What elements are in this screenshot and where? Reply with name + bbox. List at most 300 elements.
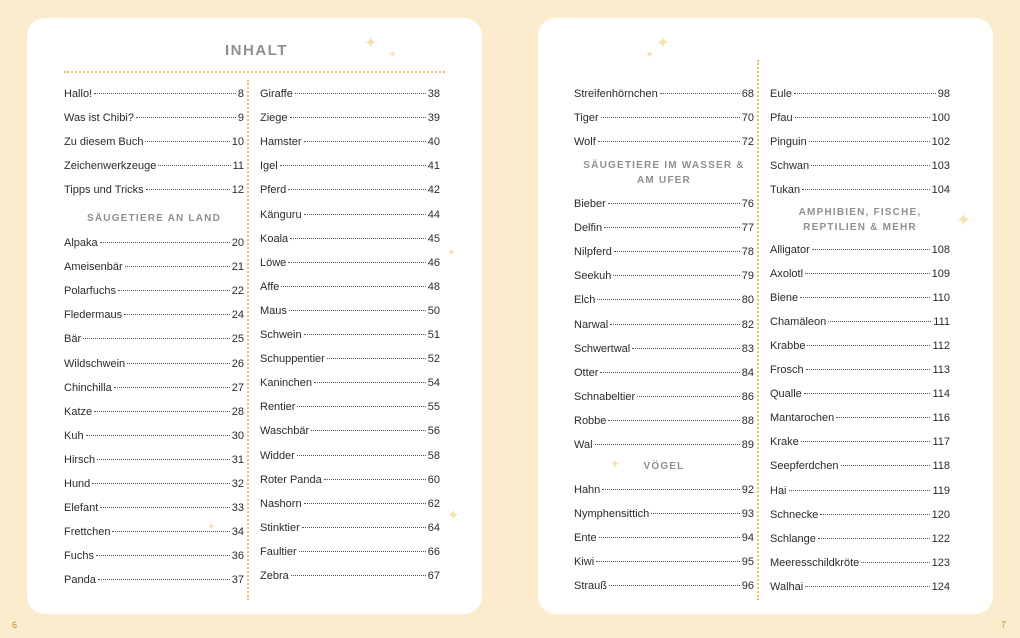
toc-entry-page: 110 [932,292,950,305]
dot-leader [83,338,230,339]
dot-leader [314,382,426,383]
dot-leader [100,242,230,243]
toc-entry-page: 10 [231,136,244,149]
toc-entry-title: Fuchs [64,550,94,563]
dot-leader [124,314,230,315]
toc-entry [260,401,440,414]
dot-leader [158,165,230,166]
toc-entry-page: 37 [231,574,244,587]
dot-leader [812,249,930,250]
toc-entry-title: Seekuh [574,270,612,283]
toc-entry [574,391,754,404]
toc-entry [64,112,244,125]
toc-entry-title: Robbe [574,414,607,427]
toc-entry-title: Kaninchen [260,377,312,390]
toc-entry [574,136,754,149]
toc-entry [64,454,244,467]
dot-leader [146,189,230,190]
toc-entry [260,450,440,463]
toc-entry [64,502,244,515]
toc-entry-page: 45 [427,232,440,245]
dot-leader [801,441,931,442]
section-heading: AMPHIBIEN, FISCHE, REPTILIEN & MEHR [798,207,922,233]
toc-entry-title: Widder [260,449,295,462]
dot-leader [136,117,236,118]
toc-entry-title: Hirsch [64,453,96,466]
column-divider [757,60,759,600]
dot-leader [602,489,739,490]
dot-leader [809,141,930,142]
toc-entry [260,546,440,559]
toc-entry-title: Tukan [770,184,801,197]
dot-leader [297,406,425,407]
toc-entry-title: Alligator [770,244,810,256]
toc-entry-page: 104 [931,184,950,197]
toc-entry [64,358,244,371]
dot-leader [800,297,930,298]
toc-entry [260,160,440,173]
toc-entry [770,136,950,149]
toc-entry [574,88,754,101]
toc-entry-page: 32 [231,478,244,490]
dot-leader [327,358,426,359]
toc-entry [574,222,754,235]
dot-leader [820,514,929,515]
toc-entry [64,333,244,346]
toc-entry-title: Biene [770,292,799,305]
toc-entry-page: 77 [741,222,754,235]
toc-entry-title: Meeresschildkröte [770,556,860,569]
toc-entry [260,522,440,535]
toc-entry-title: Frosch [770,364,804,377]
toc-entry [574,270,754,283]
toc-entry-title: Hund [64,478,91,490]
toc-entry-page: 76 [741,198,754,210]
toc-entry-page: 64 [427,521,440,534]
toc-entry-title: Hai [770,484,787,497]
toc-entry-title: Zebra [260,570,289,582]
toc-entry-page: 8 [237,88,244,100]
toc-entry-page: 39 [427,112,440,125]
toc-entry-title: Koala [260,232,289,245]
dot-leader [811,165,930,166]
toc-entry [64,526,244,539]
dot-leader [610,324,740,325]
dot-leader [302,527,426,528]
toc-entry [770,340,950,353]
dot-leader [637,396,740,397]
toc-entry-title: Zu diesem Buch [64,136,144,149]
toc-entry-page: 78 [741,246,754,259]
toc-entry-title: Schwertwal [574,342,631,355]
toc-entry-title: Axolotl [770,268,804,281]
dot-leader [608,420,739,421]
toc-entry-title: Otter [574,366,599,379]
dot-leader [609,585,740,586]
toc-entry [64,88,244,101]
toc-entry [574,484,754,497]
toc-entry-page: 55 [427,401,440,414]
page-number-right: 7 [1001,620,1007,630]
toc-entry [64,574,244,587]
toc-entry [770,581,950,594]
toc-entry [64,285,244,298]
toc-entry-title: Ziege [260,112,288,125]
dot-leader [597,299,739,300]
toc-entry [260,329,440,342]
toc-entry-title: Waschbär [260,425,310,438]
sparkle-icon: ✦ [645,49,655,61]
toc-entry-title: Rentier [260,401,296,414]
toc-entry-page: 95 [741,556,754,569]
toc-entry-page: 72 [741,136,754,149]
toc-entry [260,377,440,390]
toc-entry-page: 60 [427,473,440,486]
toc-entry-page: 9 [237,112,244,125]
toc-entry-title: Pferd [260,184,287,197]
dot-leader [98,579,230,580]
toc-entry [574,508,754,521]
toc-entry [770,557,950,570]
dot-leader [601,117,740,118]
dot-leader [324,479,426,480]
toc-entry-page: 117 [932,436,950,449]
toc-entry-page: 116 [932,412,950,425]
toc-entry-title: Maus [260,304,287,317]
toc-entry [770,160,950,173]
dot-leader [795,117,930,118]
dot-leader [125,266,230,267]
toc-entry-page: 56 [427,425,440,438]
dot-leader [304,503,426,504]
dot-leader [86,435,230,436]
toc-entry-title: Nymphensittich [574,508,650,521]
section-heading: SÄUGETIERE AN LAND [86,213,221,224]
toc-entry-title: Nilpferd [574,246,612,259]
toc-entry [770,292,950,305]
toc-entry [770,485,950,498]
sparkle-icon: ✦ [656,35,670,52]
toc-entry-page: 50 [427,304,440,317]
dot-leader [613,275,739,276]
dot-leader [295,93,426,94]
dot-leader [660,93,740,94]
toc-entry-title: Faultier [260,545,297,558]
dot-leader [836,417,930,418]
toc-entry [770,460,950,473]
dot-leader [614,251,740,252]
sparkle-icon: ✦ [364,35,378,52]
toc-entry [574,415,754,428]
toc-column-3 [574,18,754,614]
toc-entry-page: 33 [231,502,244,515]
toc-entry [770,388,950,401]
toc-entry-page: 82 [741,318,754,331]
toc-entry-title: Krabbe [770,340,806,353]
toc-entry-page: 88 [741,414,754,427]
toc-entry [64,550,244,563]
dot-leader [805,273,930,274]
toc-entry-title: Löwe [260,256,287,269]
dot-leader [280,165,426,166]
sparkle-icon: ✦ [956,210,972,230]
dot-leader [94,93,236,94]
toc-entry-title: Pfau [770,112,793,125]
toc-entry-page: 100 [931,112,950,125]
toc-entry-title: Schwein [260,329,302,341]
toc-entry-page: 54 [427,377,440,390]
toc-entry-page: 36 [231,550,244,563]
toc-entry-page: 41 [427,160,440,173]
toc-entry [260,136,440,149]
toc-entry [260,425,440,438]
dot-leader [861,562,929,563]
toc-entry-title: Elefant [64,502,99,515]
toc-entry-page: 83 [741,342,754,355]
toc-entry-page: 93 [741,508,754,521]
toc-entry-page: 80 [741,294,754,307]
dot-leader [596,561,740,562]
toc-entry-page: 27 [231,381,244,394]
toc-entry-title: Schnabeltier [574,390,636,403]
toc-entry-title: Affe [260,280,280,293]
toc-entry-title: Schwan [770,160,810,173]
toc-entry [64,406,244,419]
toc-entry [574,580,754,593]
dot-leader [311,430,426,431]
toc-entry [770,88,950,101]
toc-entry-page: 42 [427,184,440,197]
toc-entry-page: 89 [741,439,754,451]
toc-entry [64,184,244,197]
toc-entry-title: Chamäleon [770,316,827,329]
toc-entry-page: 112 [932,340,950,353]
toc-entry-title: Wolf [574,136,596,149]
toc-entry-page: 102 [931,136,950,149]
toc-entry [260,233,440,246]
toc-entry-page: 48 [427,280,440,293]
dot-leader [118,290,230,291]
dot-leader [818,538,930,539]
toc-entry-title: Hahn [574,484,601,496]
dot-leader [805,586,929,587]
dot-leader [92,483,229,484]
toc-entry-page: 92 [741,484,754,496]
toc-entry [770,436,950,449]
toc-entry-title: Nashorn [260,497,302,510]
toc-entry-page: 62 [427,497,440,510]
toc-entry-title: Stinktier [260,521,300,534]
dot-leader [114,387,230,388]
toc-entry [260,112,440,125]
dot-leader [297,455,426,456]
dot-leader [632,348,740,349]
column-divider [247,80,249,600]
toc-entry [770,244,950,257]
toc-column-1 [64,18,244,614]
toc-entry [64,478,244,491]
toc-entry [260,353,440,366]
toc-entry-title: Hamster [260,136,302,149]
toc-entry [260,305,440,318]
dot-leader [828,321,931,322]
toc-entry-title: Narwal [574,318,609,331]
toc-entry-page: 124 [931,580,950,593]
toc-entry-page: 31 [231,453,244,466]
dot-leader [807,345,930,346]
right-page [538,18,993,614]
toc-entry-page: 20 [231,237,244,249]
toc-entry-page: 114 [932,388,950,401]
toc-entry-page: 118 [932,460,950,473]
toc-entry-title: Alpaka [64,237,98,249]
dot-leader [806,369,931,370]
toc-entry [574,532,754,545]
toc-entry-page: 26 [231,357,244,370]
dot-leader [604,227,740,228]
toc-entry-title: Bär [64,333,82,346]
toc-entry-title: Elch [574,294,596,307]
toc-entry-page: 123 [931,556,950,569]
toc-entry-page: 70 [741,112,754,125]
page-number-left: 6 [12,620,18,630]
toc-entry-page: 11 [232,160,244,173]
toc-entry [770,184,950,197]
toc-entry-page: 103 [931,160,950,173]
toc-entry-title: Walhai [770,580,804,593]
page-title: INHALT [225,42,288,59]
dot-leader [608,203,740,204]
section-heading: SÄUGETIERE IM WASSER & AM UFER [583,160,745,186]
toc-entry-title: Igel [260,160,278,173]
toc-entry-page: 98 [937,88,950,100]
toc-entry-page: 96 [741,580,754,593]
toc-column-2 [260,18,440,614]
toc-entry [260,209,440,222]
toc-entry-title: Delfin [574,222,603,235]
toc-entry-page: 30 [231,429,244,442]
toc-entry-page: 46 [427,256,440,269]
toc-entry-page: 113 [932,364,950,377]
sparkle-icon: ✦ [610,457,621,471]
toc-entry [770,316,950,329]
dot-leader [600,372,739,373]
dot-leader [288,189,425,190]
toc-entry [770,364,950,377]
toc-entry [260,184,440,197]
dot-leader [100,507,230,508]
toc-entry-title: Roter Panda [260,473,322,486]
dot-leader [96,555,230,556]
dot-leader [288,262,425,263]
toc-entry-page: 25 [231,333,244,346]
toc-entry-page: 122 [931,532,950,545]
toc-entry [64,261,244,274]
toc-entry-title: Ameisenbär [64,261,123,274]
dot-leader [290,117,426,118]
toc-entry-page: 21 [231,261,244,274]
toc-entry-title: Pinguin [770,136,807,149]
toc-entry-title: Wildschwein [64,357,126,370]
toc-column-4 [770,18,950,614]
dot-leader [127,363,230,364]
toc-entry-title: Krake [770,436,799,449]
dot-leader [299,551,426,552]
dot-leader [145,141,229,142]
toc-entry-page: 38 [427,88,440,100]
toc-entry [64,237,244,250]
toc-entry [574,246,754,259]
toc-entry-title: Fledermaus [64,309,123,322]
toc-entry-title: Kuh [64,429,84,442]
toc-entry-page: 28 [231,405,244,418]
toc-entry [574,319,754,332]
toc-entry-page: 24 [231,309,244,322]
toc-entry-title: Ente [574,532,597,545]
toc-entry-page: 109 [931,268,950,281]
toc-entry [64,160,244,173]
toc-entry-page: 120 [931,508,950,521]
dot-leader [599,537,740,538]
toc-entry-page: 68 [741,88,754,100]
toc-entry [64,382,244,395]
toc-entry-title: Zeichenwerkzeuge [64,160,157,173]
toc-entry [260,257,440,270]
section-heading: VÖGEL [643,461,685,472]
toc-entry-page: 119 [932,484,950,497]
toc-entry-title: Mantarochen [770,412,835,425]
toc-entry-page: 52 [427,353,440,366]
toc-entry [770,112,950,125]
toc-entry [574,367,754,380]
dot-leader [112,531,229,532]
toc-entry-page: 94 [741,532,754,545]
toc-entry-title: Streifenhörnchen [574,88,658,100]
dot-leader [598,141,740,142]
toc-entry-title: Panda [64,574,96,587]
toc-entry [770,268,950,281]
toc-entry [64,136,244,149]
sparkle-icon: ✦ [447,507,460,524]
toc-entry [770,412,950,425]
dot-leader [804,393,931,394]
toc-entry-title: Strauß [574,580,608,593]
toc-entry-page: 58 [427,449,440,462]
sparkle-icon: ✦ [388,49,398,61]
toc-entry-title: Tipps und Tricks [64,184,144,197]
toc-entry-page: 84 [741,366,754,379]
toc-entry-page: 111 [933,316,950,329]
toc-entry-title: Frettchen [64,526,111,539]
toc-entry [770,533,950,546]
toc-entry-page: 44 [427,208,440,221]
toc-entry-page: 51 [427,329,440,341]
toc-entry-title: Seepferdchen [770,460,839,473]
dot-leader [289,310,426,311]
toc-entry [770,509,950,522]
dot-leader [97,459,230,460]
toc-entry-page: 34 [231,526,244,539]
toc-entry-title: Wal [574,439,593,451]
dot-leader [94,411,230,412]
dot-leader [291,575,426,576]
toc-entry-title: Schnecke [770,508,819,521]
dot-leader [789,490,931,491]
toc-entry-page: 67 [427,570,440,582]
toc-entry [574,112,754,125]
dot-leader [802,189,929,190]
toc-entry-title: Was ist Chibi? [64,112,134,125]
